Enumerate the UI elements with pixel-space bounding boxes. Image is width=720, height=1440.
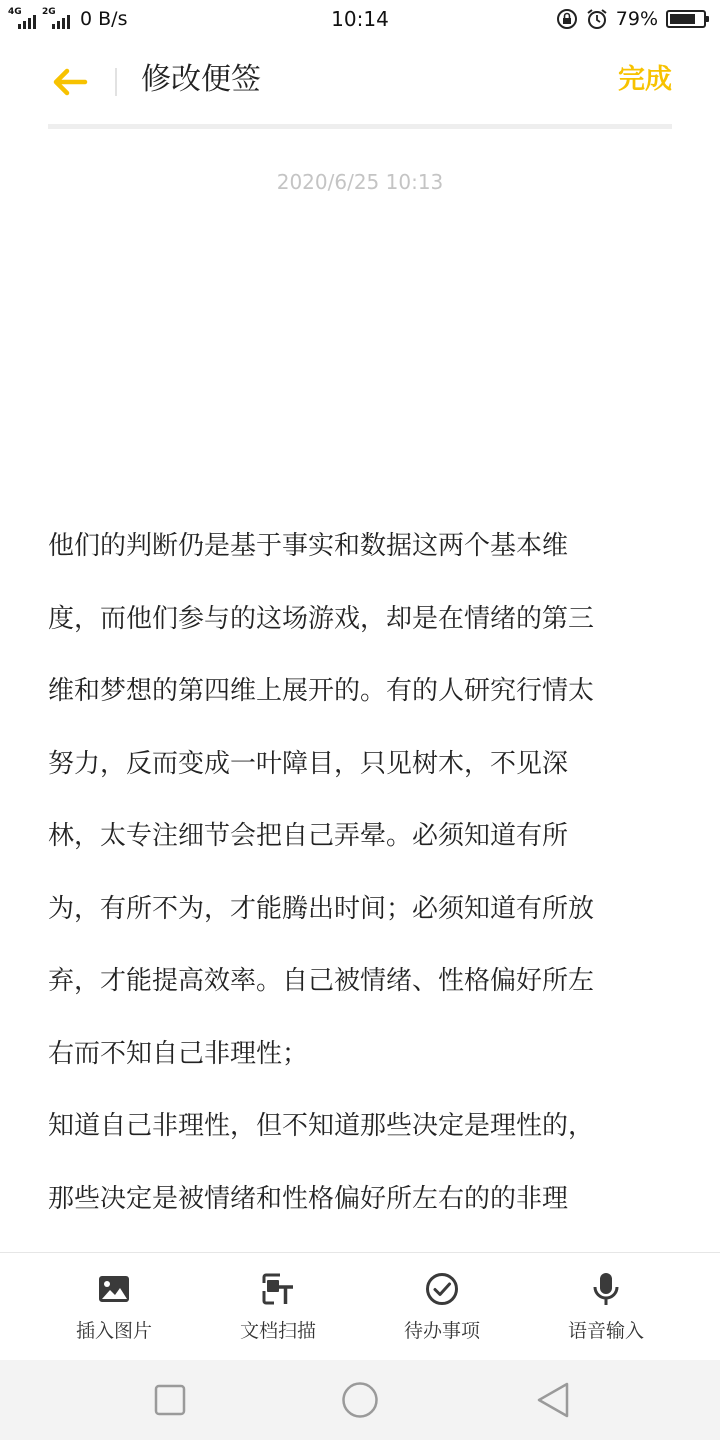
alarm-icon <box>586 8 608 30</box>
signal-2g-label: 2G <box>42 7 56 17</box>
battery-percent: 79% <box>615 8 658 30</box>
todo-label: 待办事项 <box>403 1320 480 1342</box>
lock-rotation-icon <box>556 8 578 30</box>
insert-image-label: 插入图片 <box>75 1320 152 1342</box>
note-text-line: 努力，反而变成一叶障目，只见树木，不见深 <box>48 748 569 779</box>
image-icon <box>96 1271 132 1307</box>
battery-level-fill <box>670 14 695 24</box>
note-text-line: 为，有所不为，才能腾出时间；必须知道有所放 <box>48 893 595 924</box>
microphone-icon <box>588 1271 624 1307</box>
document-scan-button[interactable] <box>213 1271 343 1343</box>
voice-input-label: 语音输入 <box>567 1320 644 1342</box>
note-text-line: 那些决定是被情绪和性格偏好所左右的的非理 <box>48 1183 569 1214</box>
todo-button[interactable] <box>377 1271 507 1343</box>
system-navigation-bar <box>0 1360 720 1440</box>
insert-image-button[interactable] <box>49 1271 179 1343</box>
header <box>0 40 720 120</box>
back-button[interactable] <box>48 60 92 104</box>
document-scan-label: 文档扫描 <box>239 1320 316 1342</box>
note-text-line: 度，而他们参与的这场游戏，却是在情绪的第三 <box>48 603 595 634</box>
bottom-toolbar <box>0 1252 720 1360</box>
home-icon[interactable] <box>340 1380 380 1420</box>
header-divider <box>115 68 117 96</box>
status-time: 10:14 <box>331 7 389 31</box>
note-timestamp: 2020/6/25 10:13 <box>276 170 444 194</box>
net-speed: 0 B/s <box>80 8 128 30</box>
title-input-underline[interactable] <box>48 124 672 129</box>
recent-apps-icon[interactable] <box>150 1380 190 1420</box>
done-button[interactable]: 完成 <box>618 64 672 95</box>
battery-icon <box>666 10 706 28</box>
page-title: 修改便签 <box>141 62 261 97</box>
status-bar <box>0 0 720 38</box>
document-scan-icon <box>260 1271 296 1307</box>
note-text-line: 知道自己非理性，但不知道那些决定是理性的， <box>48 1111 595 1141</box>
note-text-line: 右而不知自己非理性； <box>48 1038 309 1069</box>
note-text-line: 弃，才能提高效率。自己被情绪、性格偏好所左 <box>48 966 595 996</box>
back-arrow-icon <box>52 68 88 96</box>
note-text-line: 林，太专注细节会把自己弄晕。必须知道有所 <box>48 821 569 851</box>
voice-input-button[interactable] <box>541 1271 671 1343</box>
status-right <box>556 6 706 32</box>
todo-check-icon <box>424 1271 460 1307</box>
signal-4g-label: 4G <box>8 7 22 17</box>
note-body-editor[interactable] <box>48 510 678 1243</box>
note-text-line: 他们的判断仍是基于事实和数据这两个基本维 <box>48 531 569 561</box>
note-text-line: 维和梦想的第四维上展开的。有的人研究行情太 <box>48 676 595 706</box>
back-nav-icon[interactable] <box>533 1380 573 1420</box>
